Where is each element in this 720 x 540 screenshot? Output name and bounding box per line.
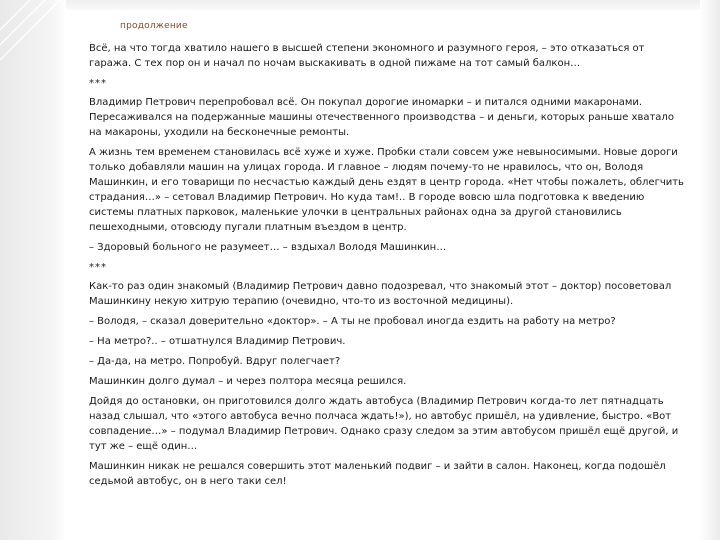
paragraph-bus-stop: Дойдя до остановки, он приготовился долго ждать автобуса (Владимир Петрович когда-то лет пятнадцать назад слышал, что «этого автобуса вечно полчаса ждать!»), но автобус пришёл, на удивление, быстро. «Вот совпадение…» – подумал Владимир Петрович. Однако сразу следом за этим автобусом пришёл ещё другой, и тут же – ещё один… <box>89 396 679 452</box>
slide-frame-top <box>0 0 720 10</box>
paragraph-sigh: – Здоровый больного не разумеет… – вздыхал Володя Машинкин… <box>89 242 447 253</box>
dialogue-line: – Да-да, на метро. Попробуй. Вдруг полегчает? <box>89 356 341 367</box>
dialogue-line: – Володя, – сказал доверительно «доктор». – А ты не пробовал иногда ездить на работу на метро? <box>89 316 616 327</box>
slide-frame-right <box>700 0 720 540</box>
paragraph-tried-everything: Владимир Петрович перепробовал всё. Он покупал дорогие иномарки – и питался одними макаронами. Пересаживался на подержанные машины отечественного производства – и деньги, которых раньше хватало на макароны, уходили на бесконечные ремонты. <box>89 97 674 138</box>
dialogue-line: – На метро?.. – отшатнулся Владимир Петрович. <box>89 336 346 347</box>
paragraph-acquaintance: Как-то раз один знакомый (Владимир Петрович давно подозревал, что знакомый этот – доктор) посоветовал Машинкину некую хитрую терапию (очевидно, что-то из восточной медицины). <box>89 281 672 307</box>
paragraph-garage: Всё, на что тогда хватило нашего в высшей степени экономного и разумного героя, – это отказаться от гаража. С тех пор он и начал по ночам выскакивать в одной пижаме на тот самый балкон… <box>89 43 645 69</box>
slide-title: продолжение <box>120 21 188 31</box>
paragraph-life-worse: А жизнь тем временем становилась всё хуже и хуже. Пробки стали совсем уже невыносимыми. Новые дороги только добавляли машин на улицах города. И главное – людям почему-то не нравилось, что он, Володя Машинкин, и его товарищи по несчастью каждый день ездят в центр города. «Нет чтобы пожалеть, облегчить страдания…» – сетовал Владимир Петрович. Но куда там!.. В городе вовсю шла подготовка к введению системы платных парковок, маленькие улочки в центральных районах одна за другой становились пешеходными, отовсюду пугали платным въездом в центр. <box>89 147 684 233</box>
paragraph-seventh-bus: Машинкин никак не решался совершить этот маленький подвиг – и зайти в салон. Наконец, когда подошёл седьмой автобус, он в него таки сел! <box>89 461 666 487</box>
slide-body <box>89 41 689 494</box>
section-separator: *** <box>89 78 107 89</box>
section-separator: *** <box>89 262 107 273</box>
slide-frame-left <box>0 0 66 540</box>
corner-decoration <box>0 0 80 80</box>
paragraph-decided: Машинкин долго думал – и через полтора месяца решился. <box>89 376 407 387</box>
